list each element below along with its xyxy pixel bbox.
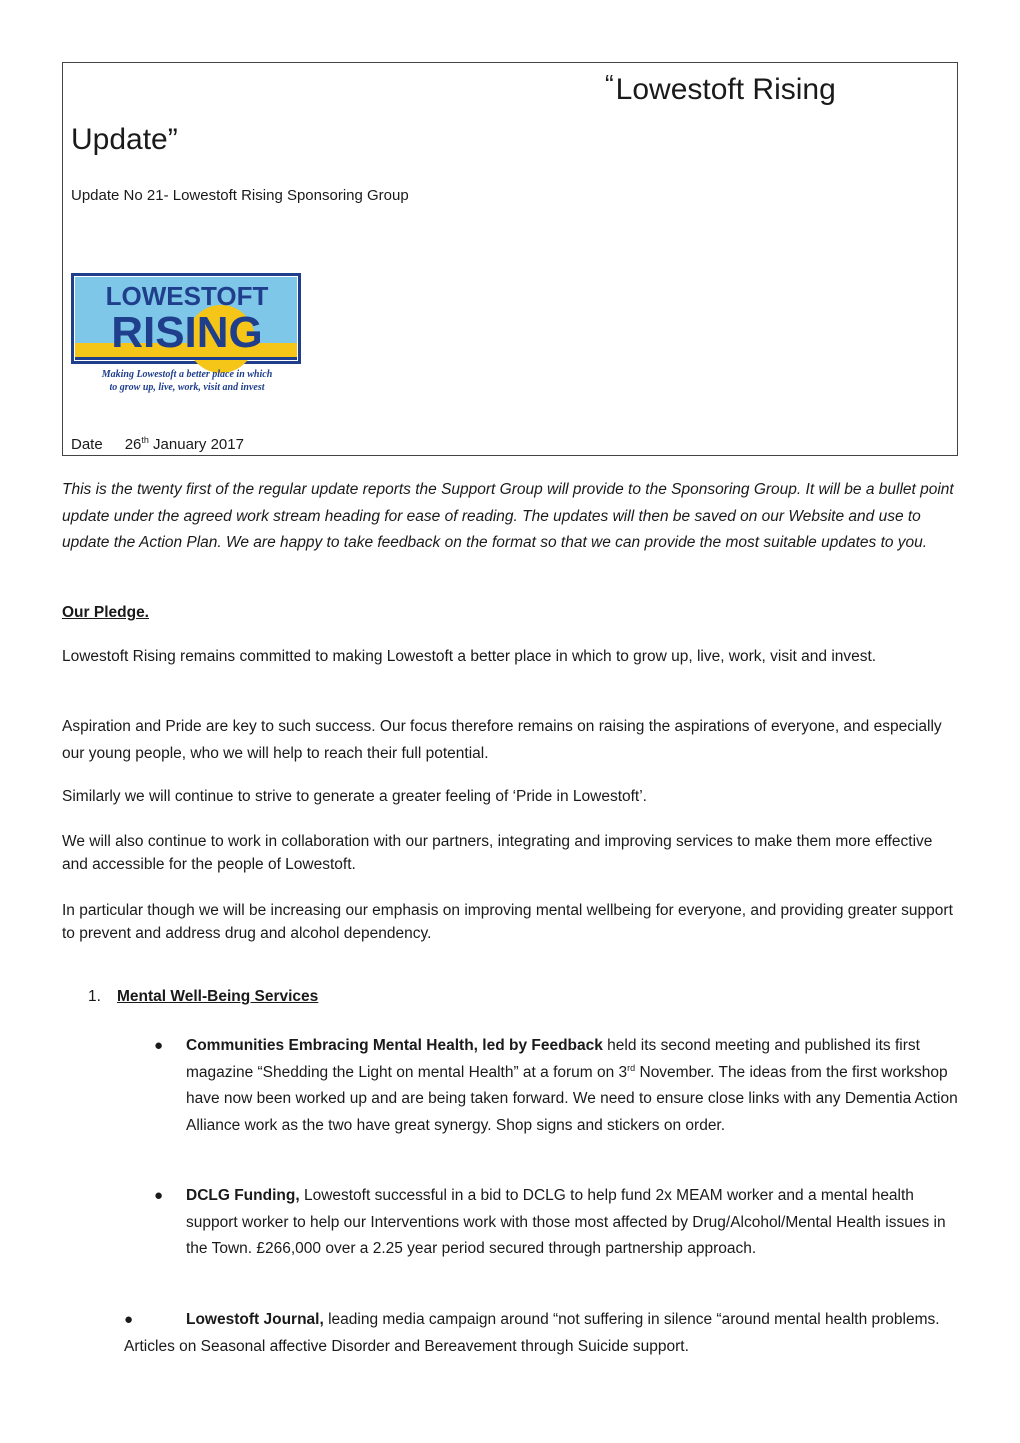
section-title: Mental Well-Being Services bbox=[117, 988, 319, 1005]
logo-tagline-1: Making Lowestoft a better place in which bbox=[101, 369, 273, 380]
bullet-text-continued: November. The ideas from the first workshop have now been worked up and are being taken forward. We need to ensure close links with any Dementia Action Alliance work as the two have great synergy. Shop signs and stickers on order. bbox=[186, 1063, 958, 1134]
lowestoft-rising-logo bbox=[71, 273, 303, 395]
bullet-item bbox=[124, 1307, 958, 1360]
title-line-1 bbox=[605, 69, 836, 107]
logo-line-2: RISING bbox=[111, 308, 263, 357]
bullet-text: Lowestoft successful in a bid to DCLG to help fund 2x MEAM worker and a mental health support worker to help our Interventions work with those most affected by Drug/Alcohol/Mental Health issues in the Town. £266,000 over a 2.25 year period secured through partnership approach. bbox=[186, 1187, 946, 1257]
section-1-heading bbox=[88, 988, 318, 1006]
logo-line-1: LOWESTOFT bbox=[105, 281, 269, 311]
bullet-item bbox=[154, 1033, 958, 1139]
date-line bbox=[71, 436, 244, 453]
bullet-bold: Lowestoft Journal, bbox=[186, 1311, 324, 1328]
open-quote: “ bbox=[605, 69, 614, 99]
bullet-text: leading media campaign around “not suffering in silence “around mental health problems. Articles on Seasonal affective Disorder and Bereavement through Suicide support. bbox=[124, 1311, 940, 1355]
date-day: 26 bbox=[124, 436, 142, 453]
bullet-icon: ● bbox=[154, 1037, 164, 1054]
bullet-item bbox=[154, 1183, 958, 1263]
bullet-bold: DCLG Funding, bbox=[186, 1187, 300, 1204]
date-suffix: th bbox=[141, 435, 149, 445]
date-label: Date bbox=[71, 436, 103, 453]
bullet-text: held its second meeting and published its first magazine “Shedding the Light on mental Health” at a forum on 3 bbox=[186, 1037, 920, 1081]
pledge-paragraph-5: In particular though we will be increasing our emphasis on improving mental wellbeing for everyone, and providing greater support to prevent and address drug and alcohol dependency. bbox=[62, 902, 953, 942]
title-part-1: Lowestoft Rising bbox=[615, 73, 836, 106]
section-number: 1. bbox=[88, 988, 101, 1005]
update-number: Update No 21- Lowestoft Rising Sponsoring Group bbox=[71, 187, 409, 204]
date-rest: January 2017 bbox=[148, 436, 244, 453]
title-part-2: Update” bbox=[71, 123, 178, 156]
pledge-paragraph-1: Lowestoft Rising remains committed to making Lowestoft a better place in which to grow up, live, work, visit and invest. bbox=[62, 648, 877, 665]
bullet-sup: rd bbox=[627, 1062, 636, 1073]
bullet-bold: Communities Embracing Mental Health, led by Feedback bbox=[186, 1037, 603, 1054]
pledge-paragraph-3: Similarly we will continue to strive to generate a greater feeling of ‘Pride in Lowestoft’. bbox=[62, 788, 647, 805]
bullet-icon: ● bbox=[124, 1311, 134, 1328]
pledge-paragraph-4: We will also continue to work in collaboration with our partners, integrating and improving services to make them more effective and accessible for the people of Lowestoft. bbox=[62, 833, 933, 873]
bullet-icon: ● bbox=[154, 1187, 164, 1204]
intro-paragraph: This is the twenty first of the regular update reports the Support Group will provide to the Sponsoring Group. It will be a bullet point update under the agreed work stream heading for ease of reading. The updates will then be saved on our Website and use to update the Action Plan. We are happy to take feedback on the format so that we can provide the most suitable updates to you. bbox=[62, 481, 954, 551]
pledge-paragraph-2: Aspiration and Pride are key to such success. Our focus therefore remains on raising the aspirations of everyone, and especially our young people, who we will help to reach their full potential. bbox=[62, 718, 942, 762]
pledge-heading: Our Pledge. bbox=[62, 604, 149, 621]
logo-tagline-2: to grow up, live, work, visit and invest bbox=[109, 382, 265, 393]
header-box bbox=[62, 62, 958, 456]
